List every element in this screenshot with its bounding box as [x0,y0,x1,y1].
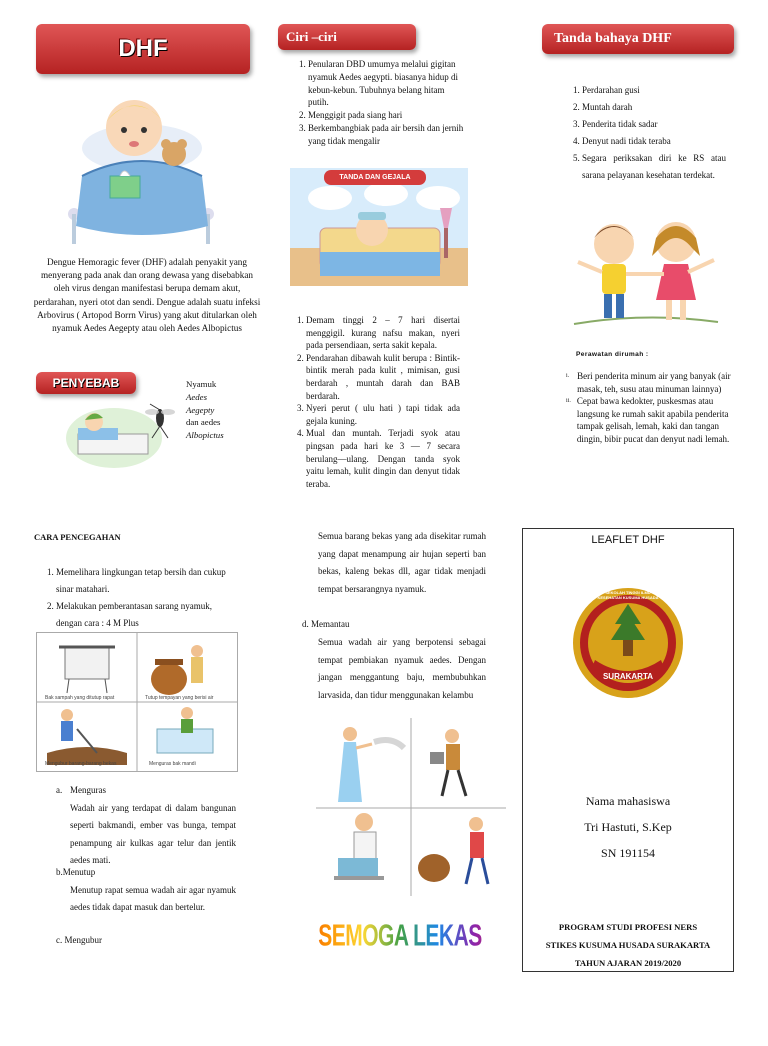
school-name [522,940,734,950]
year-text: TAHUN AJARAN 2019/2020 [574,958,682,968]
sick-boy-mosquito-illustration [64,394,184,470]
program-name [522,922,734,932]
student-name [522,820,734,835]
leaflet-title [522,534,734,546]
school-text: STIKES KUSUMA HUSADA SURAKARTA [545,940,711,950]
logo-ring-text: SEKOLAH TINGGI ILMU KESEHATAN KUSUMA HUSADA [597,590,659,600]
menguras-section [56,782,236,870]
list-item: 2. Melakukan pemberantasan sarang nyamuk, dengan cara : 4 M Plus [56,598,236,632]
caption: Mengubur barang-barang bekas [45,761,117,767]
tanda-gejala-banner [324,170,426,185]
penyebab-line: dan aedes [186,417,221,428]
memantau-title [302,618,350,631]
student-label [522,794,734,809]
memantau-text [318,634,486,704]
sick-child-illustration [62,76,220,246]
list-item: 1. Demam tinggi 2 – 7 hari disertai menggigil. kurang nafsu makan, nyeri pada persendiaan, serta sakit kepala. [306,314,460,352]
menguras-title: Menguras [70,785,106,795]
list-item: 3. Penderita tidak sadar [582,116,726,133]
penyebab-ribbon [36,372,136,394]
academic-year [522,958,734,968]
ciri-title: Ciri –ciri [286,29,337,44]
caption: Menguras bak mandi [149,761,196,767]
stikes-logo [571,586,685,700]
mengubur-label: c. Mengubur [56,935,102,945]
student-label-text: Nama mahasiswa [585,794,671,808]
student-number [522,846,734,861]
list-item: 1. Penularan DBD umumya melalui gigitan nyamuk Aedes aegypti. biasanya hidup di kebun-kebun. Tubuhnya belang hitam putih. [308,58,465,109]
list-item: 1. Memelihara lingkungan tetap bersih dan cukup sinar matahari. [56,564,236,598]
tanda-gejala-label: TANDA DAN GEJALA [339,174,411,181]
bullet-icon: i. [566,373,570,379]
menguras-text: Wadah air yang terdapat di dalam bangunan seperti bakmandi, ember vas bunga, tempat penampung air kulkas agar telur dan jentik aedes mati. [70,802,236,866]
penyebab-line: Nyamuk [186,379,217,389]
title-dhf: DHF [118,35,168,62]
gejala-list [288,314,460,490]
semoga-lekas-sembuh-slogan [288,901,512,1026]
perawatan-title [576,351,648,358]
list-item: 5. Segara periksakan diri ke RS atau sarana pelayanan kesehatan terdekat. [582,150,726,184]
list-item: 4. Denyut nadi tidak teraba [582,133,726,150]
happy-kids-illustration [572,212,720,334]
perawatan-list [566,370,738,446]
list-item: Cepat bawa kedokter, puskesmas atau langsung ke rumah sakit apabila penderita tampak gelisah, lemah, kaki dan tangan dingin, bibir pucat dan denyut nadi lemah. [576,396,730,444]
list-item: 3. Nyeri perut ( ulu hati ) tapi tidak ada gejala kuning. [306,402,460,427]
mengubur-text [318,528,486,598]
memantau-body: Semua wadah air yang berpotensi sebagai tempat pembiakan nyamuk aedes. Dengan jangan menggantung baju, membubuhkan larvasida, dan tidur menggunakan kelambu [318,637,486,700]
perawatan-label: Perawatan dirumah : [576,351,649,358]
penyebab-line: Aedes [186,391,208,402]
penyebab-line: Aegepty [186,404,215,415]
menutup-title: b.Menutup [56,867,96,877]
list-item: 1. Perdarahan gusi [582,82,726,99]
logo-surakarta-text: SURAKARTA [602,672,654,681]
title-ribbon-dhf [36,24,250,74]
intro-paragraph [32,256,262,335]
prevention-illustration-grid [316,718,506,896]
leaflet-title-text: LEAFLET DHF [591,534,665,546]
list-item: Beri penderita minum air yang banyak (air masak, teh, susu atau minuman lainnya) [577,371,731,394]
program-text: PROGRAM STUDI PROFESI NERS [558,922,698,932]
mengubur-title [56,934,102,947]
menguras-heading [56,782,236,800]
student-name-text: Tri Hastuti, S.Kep [584,820,672,834]
penyebab-title: PENYEBAB [52,376,120,390]
menguras-letter: a. [56,785,63,795]
intro-text: Dengue Hemoragic fever (DHF) adalah penyakit yang menyerang pada anak dan orang dewasa yang disebabkan oleh virus dengan manifestasi berupa demam akut, perdarahan, nyeri otot dan sendi. Dengue adalah suatu infeksi Arbovirus ( Artopod Borrn Virus) yang akut ditularkan oleh nyamuk Aedes Aegepty atau oleh Aedes Albopictus [33,257,261,334]
list-item: 2. Menggigit pada siang hari [308,109,465,122]
pencegahan-title [34,532,121,542]
caption: Bak sampah yang ditutup rapat [45,695,115,701]
penyebab-text [186,378,256,442]
slogan-text: SEMOGA LEKAS SEMBUH [318,919,482,1026]
mengubur-body: Semua barang bekas yang ada disekitar rumah yang dapat menampung air hujan seperti ban bekas, kaleng bekas dll, agar tidak menjadi tempat bersarangnya nyamuk. [318,531,486,594]
list-item: 3. Berkembangbiak pada air bersih dan jernih yang tidak mengalir [308,122,465,148]
list-item: 4. Mual dan muntah. Terjadi syok atau pingsan pada hari ke 3 — 7 secara berulang—ulang. Dengan tanda syok yaitu lemah, kulit dingin dan denyut tidak teraba. [306,427,460,490]
tanda-bahaya-list [564,82,726,184]
tanda-bahaya-title: Tanda bahaya DHF [554,31,672,46]
caption: Tutup tempayan yang berisi air [145,695,214,701]
4m-illustration-grid [36,632,238,772]
menutup-section [56,864,236,917]
tanda-gejala-illustration [290,168,468,286]
pencegahan-label: CARA PENCEGAHAN [34,532,121,542]
ciri-list [290,58,465,148]
student-number-text: SN 191154 [601,846,655,860]
memantau-label: d. Memantau [302,619,350,629]
menutup-text: Menutup rapat semua wadah air agar nyamuk aedes tidak dapat masuk dan bertelur. [70,884,236,913]
bullet-icon: ii. [566,398,571,405]
ciri-ribbon [278,24,416,50]
list-item: 2. Muntah darah [582,99,726,116]
list-item: 2. Pendarahan dibawah kulit berupa : Bintik-bintik merah pada kulit , mimisan, gusi berdarah , muntah darah dan BAB berdarah. [306,352,460,402]
penyebab-line: Albopictus [186,430,224,441]
pencegahan-list [36,564,236,632]
tanda-bahaya-ribbon [542,24,734,54]
